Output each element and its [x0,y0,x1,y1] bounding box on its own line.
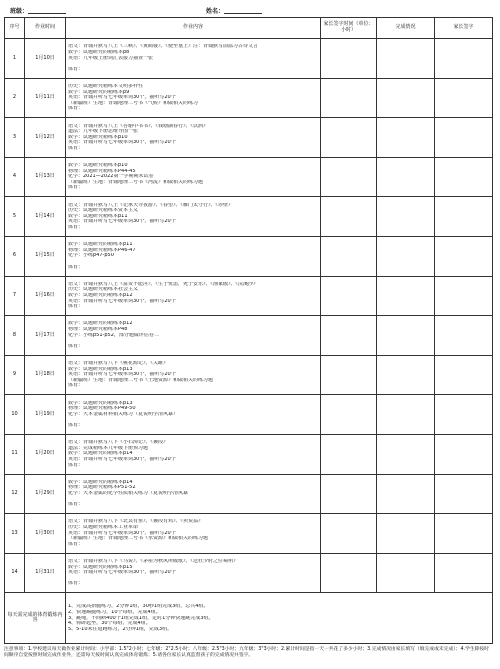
content-line: 体育： [68,66,84,72]
content-line: 体育： [68,264,84,270]
content-line: 历史：试题研究精练本文明多样性 [68,83,144,89]
row-number: 8 [5,316,25,356]
sign-cell[interactable] [435,316,493,356]
row-date: 1月14日 [25,197,66,237]
time-cell[interactable] [321,118,377,158]
table-row [5,157,493,197]
row-content [66,434,321,474]
sign-cell[interactable] [435,78,493,118]
content-line: 英语：背诵并听写七年级单词30个，抽听写20个 [68,298,176,304]
content-line: 体育： [68,581,84,587]
content-line: 物理：试题研究精练本P46-47 [68,247,136,253]
exercise-line: 2、快速踢腿练习，10个每组，完成4组。 [68,609,161,615]
sheet-header [4,3,496,17]
content-line: 数学：试题研究的精练本p13 [68,366,133,372]
sign-cell[interactable] [435,474,493,514]
table-row [5,434,493,474]
time-cell[interactable] [321,157,377,197]
row-number: 3 [5,118,25,158]
row-date: 1月30日 [25,514,66,554]
content-line: 体育： [68,423,84,429]
content-line: 数学：试题研究的精练本p14 [68,479,133,485]
name-blank [224,7,262,14]
status-cell[interactable] [377,78,435,118]
time-cell[interactable] [321,316,377,356]
col-header-time: 家长签字时间（单位：小时） [321,18,377,39]
time-cell[interactable] [321,197,377,237]
col-header-date: 作业时间 [25,18,66,39]
status-cell[interactable] [377,276,435,316]
row-content [66,197,321,237]
col-header-no: 序号 [5,18,25,39]
row-content [66,316,321,356]
content-line: 体育： [68,383,84,389]
content-line: 语文：背诵并默写八上《三峡》、《黄鹤楼》、《使至塞上》注：背诵默写前温习古诗文言 [68,44,259,50]
row-content [66,474,321,514]
time-cell[interactable] [321,514,377,554]
content-line: 化学：大本金属的化学性质相关练习（复说明学清风暴 [68,491,189,497]
table-row [5,395,493,435]
content-line: （新疆班）生地：背诵地理二号书《气候》和做相关的练习 [68,100,199,106]
time-cell[interactable] [321,276,377,316]
content-line: 数学：试题研究的精练本p12 [68,293,133,299]
row-date: 1月11日 [25,78,66,118]
header-row [5,18,493,39]
content-line: 历史：试题研究精练本资本主义 [68,208,139,214]
content-line: 英语：背诵并听写七年级单词30个，抽听写20个 [68,140,176,146]
content-line: 语文：背诵并默写八上《答谢中书书》、《钱塘湖春行》、《饮酒》 [68,123,209,129]
table-row [5,514,493,554]
row-content [66,553,321,593]
content-line: 体育： [68,541,84,547]
status-cell[interactable] [377,355,435,395]
exercise-row [5,593,493,644]
content-line: 语文：背诵并默写八下《北冥有鱼》、《蒹葭有鸡》、《卖炭翁》 [68,519,204,525]
row-content [66,39,321,79]
row-date: 1月13日 [25,157,66,197]
table-row [5,236,493,276]
table-row [5,553,493,593]
status-cell[interactable] [377,197,435,237]
exercise-line: 4、仰卧起坐，30个每组，完成4组。 [68,621,151,627]
status-cell[interactable] [377,434,435,474]
row-content [66,395,321,435]
content-line: 历史：试题研究精练本社会主义 [68,287,139,293]
table-row [5,197,493,237]
row-number: 10 [5,395,25,435]
table-row [5,78,493,118]
status-cell[interactable] [377,157,435,197]
status-cell[interactable] [377,39,435,79]
content-line: 数学：试题研究的精练本p12 [68,321,133,327]
content-line: 化学：小练p47-p50 [68,253,114,259]
time-cell[interactable] [321,78,377,118]
table-row [5,39,493,79]
row-date: 1月18日 [25,355,66,395]
time-cell[interactable] [321,474,377,514]
row-content [66,355,321,395]
content-line: （新疆班）生地：背诵地理二号书《水资源》和做相关的练习题 [68,536,209,542]
sign-cell[interactable] [435,197,493,237]
content-line: 道法：九年级下册思维导图一张 [68,129,139,135]
row-number: 11 [5,434,25,474]
sign-cell[interactable] [435,39,493,79]
content-line: 体育： [68,145,84,151]
table-row [5,355,493,395]
content-line: 数学：试题研究的精练本p14 [68,451,133,457]
row-content [66,514,321,554]
content-line: 体育： [68,185,84,191]
content-line: 英语：九年级上册词汇表接力抽查一张 [68,55,154,61]
row-number: 7 [5,276,25,316]
content-line: 数学：试题研究精练本p10 [68,163,128,169]
row-date: 1月15日 [25,236,66,276]
time-cell[interactable] [321,355,377,395]
row-date: 1月12日 [25,118,66,158]
content-line: 体育： [68,462,84,468]
content-line: 历史：试题研究精练本工业革命 [68,525,139,531]
content-line: 化学：大本金属材料相关练习（复说明学清风暴） [68,411,179,417]
content-line: 英语：背诵并听写七年级单词30个，抽听写20个 [68,570,176,576]
row-content [66,276,321,316]
exercise-content [66,593,493,644]
status-cell[interactable] [377,514,435,554]
exercise-label: 每天需完成的体育锻炼内容 [5,593,66,644]
status-cell[interactable] [377,118,435,158]
content-line: 化学：小练p51-p52，部分题做评估卷二 [68,332,159,338]
content-line: 化学：2021—2022第一学期期末试卷 [68,174,154,180]
content-line: 体育： [68,343,84,349]
col-header-content: 作业内容 [66,18,321,39]
content-line: 语文：背诵并默写八上《富贵不能淫》、《生于忧患，死于安乐》、《渔家傲》、《浣溪沙》 [68,281,259,287]
content-line: 数学：试题研究的精练本p15 [68,564,133,570]
sign-cell[interactable] [435,553,493,593]
row-number: 4 [5,157,25,197]
content-line: 数学：试题研究精练本p11 [68,213,128,219]
status-cell[interactable] [377,553,435,593]
table-row [5,118,493,158]
notes: 注意事项：1.学校建议每天做作业累计时间：小学部：1.5"2小时；七年级：2"2.5小时；八年级：2.5"3小时；九年级：3"3小时；2.累计时间是指一天一共花了多少小时；3.完成情况由家长填写（填完成或未完成）；4.学生除按时间顺序自觉按照时间完成作业外，还需每天按时间认真完成体育锻炼；5.请各位家长认真监督孩子的完成情况并签字。 [4,647,490,659]
sign-cell[interactable] [435,276,493,316]
row-number: 13 [5,514,25,554]
row-number: 5 [5,197,25,237]
content-line: 体育： [68,304,84,310]
time-cell[interactable] [321,553,377,593]
content-line: 语文：背诵并默写八上《记承天寺夜游》、《春望》、《雁门太守行》、《赤壁》 [68,202,234,208]
content-line: 数学：试题研究的精练本p13 [68,400,133,406]
sign-cell[interactable] [435,236,493,276]
sign-cell[interactable] [435,355,493,395]
content-line: 语文：背诵并默写八下《马说》、《茅屋为秋风所破歌》、《送杜少府之任蜀州》 [68,559,239,565]
row-number: 14 [5,553,25,593]
class-label: 班级： [10,7,29,15]
row-date: 1月10日 [25,39,66,79]
table-row [5,276,493,316]
sign-cell[interactable] [435,514,493,554]
content-line: 数学：试题研究的精练本p9 [68,89,130,95]
homework-sheet [4,3,496,663]
col-header-sign: 家长签字 [435,18,493,39]
content-line: 英语：背诵并听写七年级单词30个，抽听写20个 [68,457,176,463]
class-blank [28,7,66,14]
row-content [66,236,321,276]
sign-cell[interactable] [435,157,493,197]
table-row [5,474,493,514]
content-line: 英语：背诵并听写七年级单词30个，抽听写20个 [68,95,176,101]
content-line: 体育： [68,502,84,508]
content-line: 语文：背诵并默写八下《小石潭记》、《蒹葭》 [68,440,169,446]
time-cell[interactable] [321,39,377,79]
col-header-status: 完成情况 [377,18,435,39]
row-date: 1月17日 [25,316,66,356]
sign-cell[interactable] [435,118,493,158]
exercise-line: 1、完成高抬腿练习，2分钟1组，30秒1组完成3组，总共4组。 [68,604,209,610]
content-line: 英语：背诵并听写七年级单词30个，抽听写20个 [68,530,176,536]
content-line: 英语：背诵并听写七年级单词30个，抽听写20个 [68,372,176,378]
time-cell[interactable] [321,434,377,474]
row-content [66,118,321,158]
content-line: 体育： [68,106,84,112]
name-label: 姓名： [206,7,225,15]
row-content [66,78,321,118]
content-line: 物理：试题研究精练本P51-52 [68,485,136,491]
row-content [66,157,321,197]
row-number: 1 [5,39,25,79]
row-number: 2 [5,78,25,118]
sign-cell[interactable] [435,395,493,435]
row-number: 9 [5,355,25,395]
content-line: 语文：背诵并默写八下《桃花源记》、《关雎》 [68,361,169,367]
time-cell[interactable] [321,236,377,276]
table-row [5,316,493,356]
content-line: 数学：试题研究的精练本p8 [68,49,130,55]
row-number: 6 [5,236,25,276]
row-date: 1月19日 [25,395,66,435]
status-cell[interactable] [377,474,435,514]
row-number: 12 [5,474,25,514]
row-date: 1月31日 [25,553,66,593]
content-line: 道法：完成精练本九年级下册预习题 [68,445,149,451]
status-cell[interactable] [377,316,435,356]
homework-table [4,17,493,644]
content-line: 物理：试题研究精练本P49-50 [68,406,136,412]
row-date: 1月16日 [25,276,66,316]
status-cell[interactable] [377,236,435,276]
time-cell[interactable] [321,395,377,435]
status-cell[interactable] [377,395,435,435]
content-line: 体育： [68,225,84,231]
content-line: 物理：试题研究精练本P48 [68,327,128,333]
content-line: 数学：试题研究精练本p10 [68,134,128,140]
content-line: 英语：背诵并听写七年级单词30个，抽听写20个 [68,219,176,225]
row-date: 1月29日 [25,474,66,514]
content-line: 数学：试题研究的精练本p11 [68,242,133,248]
content-line: （新疆班）生地：背诵地理二号书《土地资源》和做相关的练习题 [68,377,214,383]
exercise-line: 5、5-10米往返跑练习，2分钟1组，完成3组。 [68,626,173,632]
content-line: 物理：试题研究精练本P44-45 [68,168,136,174]
exercise-line: 3、跳绳，不间断400个1组完成1组，定时1分钟快速跳完成3组。 [68,615,214,621]
sign-cell[interactable] [435,434,493,474]
content-line: （新疆班）生地：背诵地理二号书《河流》和做相关的练习题 [68,179,204,185]
row-date: 1月20日 [25,434,66,474]
